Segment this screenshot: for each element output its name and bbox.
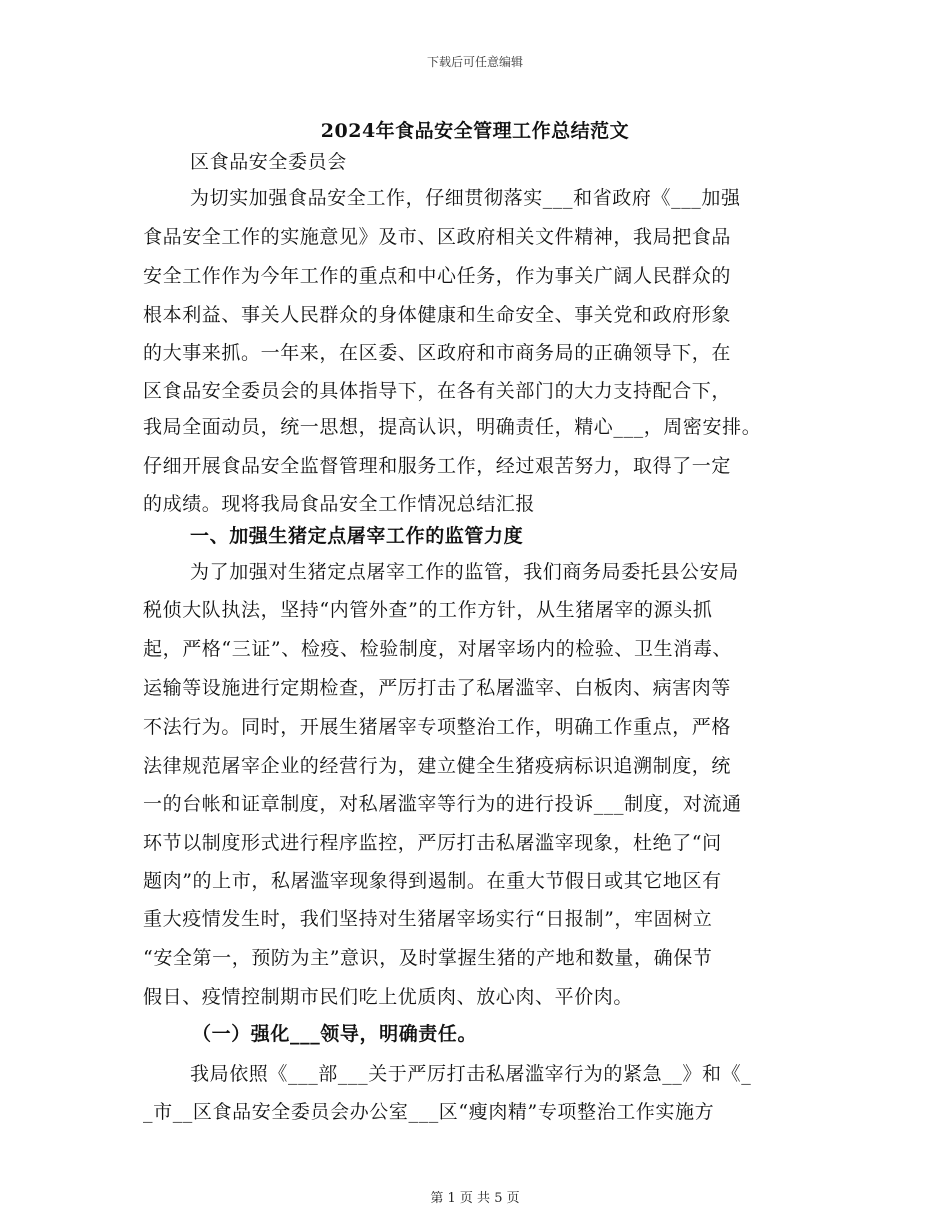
paragraph-line: 区食品安全委员会	[190, 151, 347, 173]
paragraph-line: “安全第一，预防为主”意识，及时掌握生猪的产地和数量，确保节	[143, 947, 713, 969]
paragraph-line: 起，严格“三证”、检疫、检验制度，对屠宰场内的检验、卫生消毒、	[143, 638, 733, 660]
paragraph-line: 环节以制度形式进行程序监控，严厉打击私屠滥宰现象，杜绝了“问	[143, 832, 722, 854]
paragraph-line: 的大事来抓。一年来，在区委、区政府和市商务局的正确领导下，在	[143, 342, 732, 364]
paragraph-line: 安全工作作为今年工作的重点和中心任务，作为事关广阔人民群众的	[143, 265, 732, 287]
paragraph-line: 根本利益、事关人民群众的身体健康和生命安全、事关党和政府形象	[143, 304, 732, 326]
paragraph-line: 重大疫情发生时，我们坚持对生猪屠宰场实行“日报制”，牢固树立	[143, 908, 713, 930]
paragraph-line: 税侦大队执法，坚持“内管外查”的工作方针，从生猪屠宰的源头抓	[143, 599, 713, 621]
section-heading: （一）强化___领导，明确责任。	[192, 1023, 478, 1045]
paragraph-line: 一的台帐和证章制度，对私屠滥宰等行为的进行投诉___制度，对流通	[143, 793, 742, 815]
paragraph-line: 法律规范屠宰企业的经营行为，建立健全生猪疫病标识追溯制度，统	[143, 755, 732, 777]
paragraph-line: 的成绩。现将我局食品安全工作情况总结汇报	[143, 493, 536, 515]
paragraph-line: 运输等设施进行定期检查，严厉打击了私屠滥宰、白板肉、病害肉等	[143, 677, 732, 699]
section-heading: 一、加强生猪定点屠宰工作的监管力度	[190, 525, 524, 547]
paragraph-line: 假日、疫情控制期市民们吃上优质肉、放心肉、平价肉。	[143, 986, 634, 1008]
paragraph-line: 食品安全工作的实施意见》及市、区政府相关文件精神，我局把食品	[143, 226, 732, 248]
paragraph-line: 为切实加强食品安全工作，仔细贯彻落实___和省政府《___加强	[190, 187, 741, 209]
paragraph-line: 区食品安全委员会的具体指导下，在各有关部门的大力支持配合下，	[143, 380, 732, 402]
paragraph-line: 仔细开展食品安全监督管理和服务工作，经过艰苦努力，取得了一定	[143, 455, 732, 477]
paragraph-line: 我局依照《___部___关于严厉打击私屠滥宰行为的紧急__》和《_	[190, 1063, 752, 1085]
page-header: 下载后可任意编辑	[426, 55, 523, 69]
page-footer: 第 1 页 共 5 页	[430, 1191, 520, 1206]
document-title: 2024年食品安全管理工作总结范文	[320, 120, 630, 142]
paragraph-line: 不法行为。同时，开展生猪屠宰专项整治工作，明确工作重点，严格	[143, 716, 732, 738]
paragraph-line: 我局全面动员，统一思想，提高认识，明确责任，精心___，周密安排。	[143, 416, 762, 438]
paragraph-line: 题肉”的上市，私屠滥宰现象得到遏制。在重大节假日或其它地区有	[143, 870, 722, 892]
paragraph-line: _市__区食品安全委员会办公室___区“瘦肉精”专项整治工作实施方	[143, 1101, 715, 1123]
paragraph-line: 为了加强对生猪定点屠宰工作的监管，我们商务局委托县公安局	[190, 561, 739, 583]
